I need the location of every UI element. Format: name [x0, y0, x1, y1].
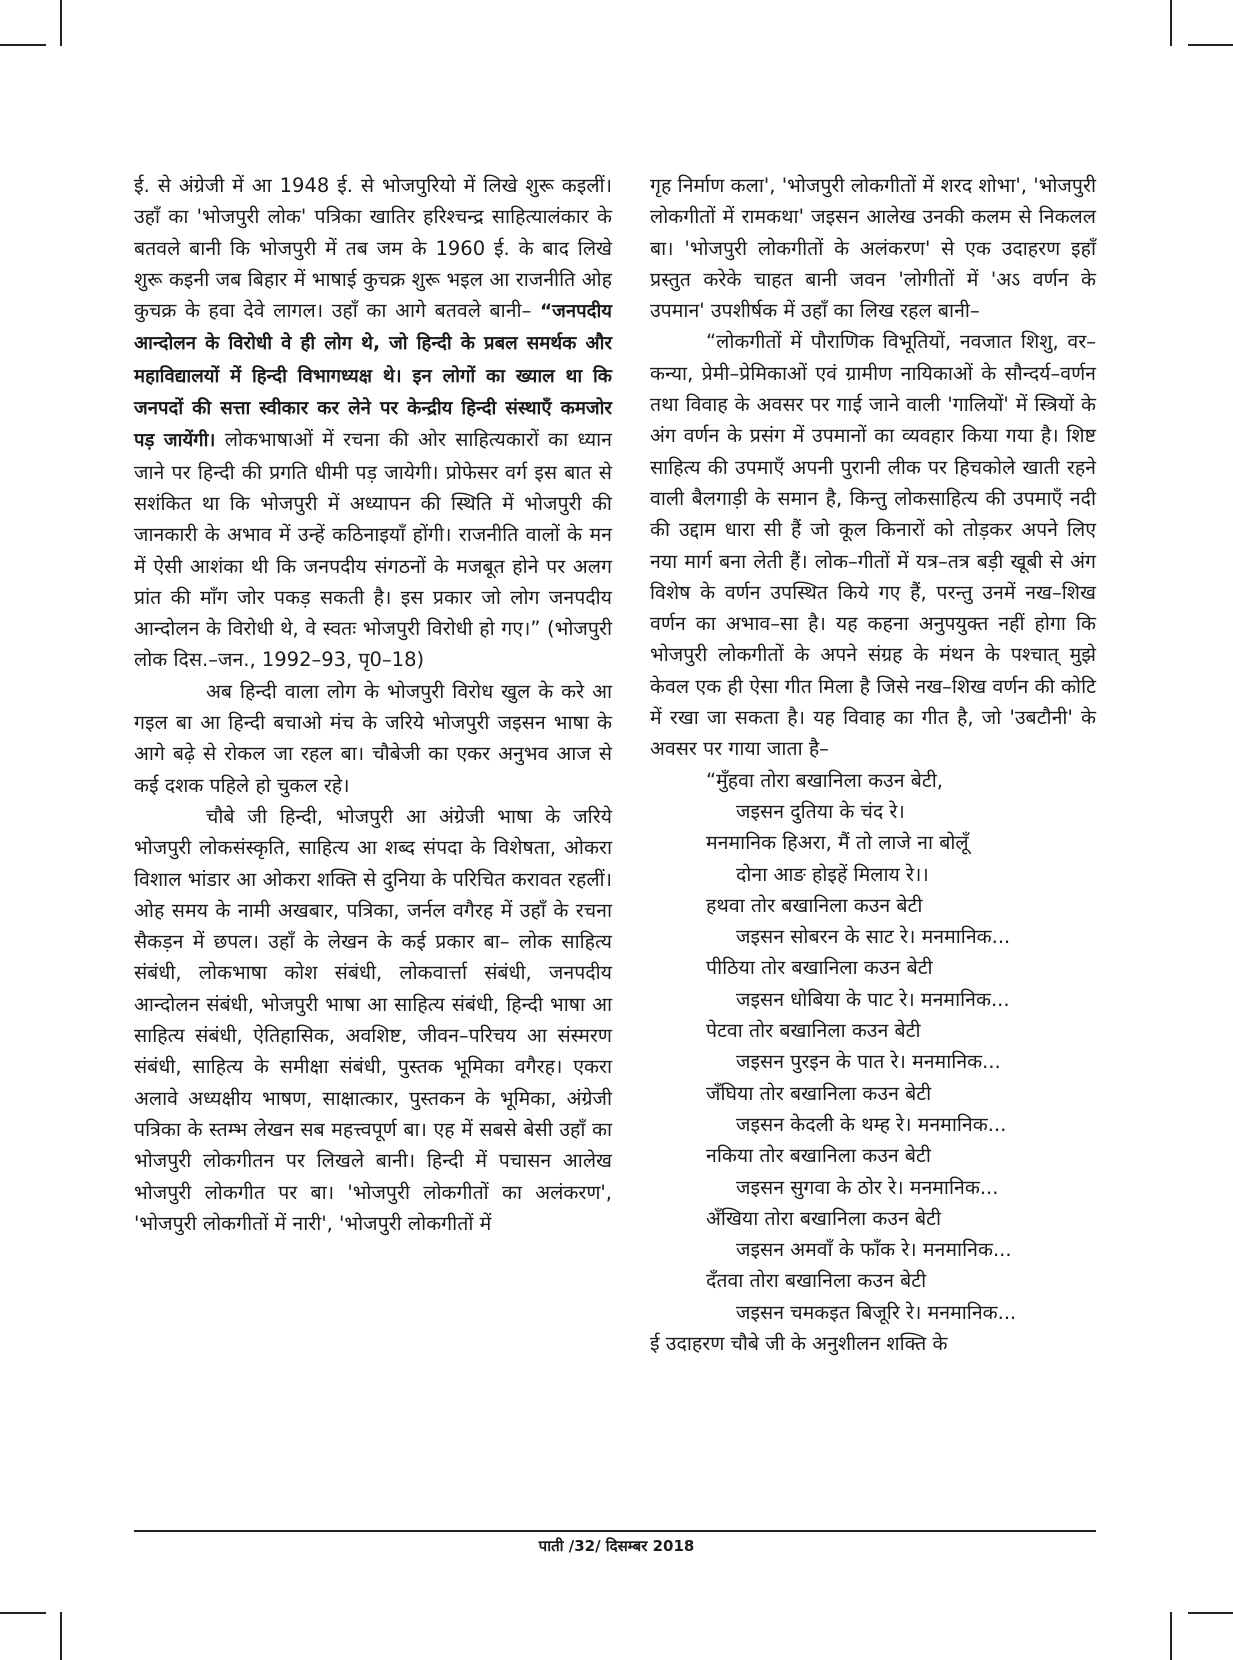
verse-line: मनमानिक हिअरा, मैं तो लाजे ना बोलूँ — [706, 831, 969, 855]
page-footer: पाती /32/ दिसम्बर 2018 — [538, 1537, 695, 1555]
verse-line: “मुँहवा तोरा बखानिला कउन बेटी, — [706, 768, 943, 792]
crop-mark — [60, 0, 62, 46]
verse-line: जइसन धोबिया के पाट रे। मनमानिक... — [736, 987, 1010, 1011]
verse-line: नकिया तोर बखानिला कउन बेटी — [706, 1144, 931, 1168]
left-paragraph-2: अब हिन्दी वाला लोग के भोजपुरी विरोध खुल के करे आ गइल बा आ हिन्दी बचाओ मंच के जरिये भोजपुरी जइसन भाषा के आगे बढ़े से रोकल जा रहल बा। चौबेजी का एकर अनुभव आज से कई दशक पहिले हो चुकल रहे। — [134, 679, 612, 797]
verse-line: जइसन केदली के थम्ह रे। मनमानिक... — [736, 1112, 1007, 1136]
verse-line: अँखिया तोरा बखानिला कउन बेटी — [706, 1206, 942, 1230]
crop-mark — [1170, 0, 1172, 46]
bold-quote: “जनपदीय आन्दोलन के विरोधी वे ही लोग थे, जो हिन्दी के प्रबल समर्थक और महाविद्यालयों में हिन्दी विभागध्यक्ष थे। इन लोगों का ख्याल था कि जनपदों की सत्ता स्वीकार कर लेने पर केन्द्रीय हिन्दी संस्थाएँ कमजोर पड़ जायेंगी। — [134, 301, 612, 452]
verse-line: पीठिया तोर बखानिला कउन बेटी — [706, 956, 933, 980]
left-paragraph-3: चौबे जी हिन्दी, भोजपुरी आ अंग्रेजी भाषा के जरिये भोजपुरी लोकसंस्कृति, साहित्य आ शब्द संपदा के विशेषता, ओकरा विशाल भांडार आ ओकरा शक्ति से दुनिया के परिचित करावत रहलीं। ओह समय के नामी अखबार, पत्रिका, जर्नल वगैरह में उहाँ के रचना सैकड़न में छपल। उहाँ के लेखन के कई प्रकार बा– लोक साहित्य संबंधी, लोकभाषा कोश संबंधी, लोकवार्त्ता संबंधी, जनपदीय आन्दोलन संबंधी, भोजपुरी भाषा आ साहित्य संबंधी, हिन्दी भाषा आ साहित्य संबंधी, ऐतिहासिक, अवशिष्ट, जीवन–परिचय आ संस्मरण संबंधी, साहित्य के समीक्षा संबंधी, पुस्तक भूमिका वगैरह। एकरा अलावे अध्यक्षीय भाषण, साक्षात्कार, पुस्तकन के भूमिका, अंग्रेजी पत्रिका के स्तम्भ लेखन सब महत्त्वपूर्ण बा। एह में सबसे बेसी उहाँ का भोजपुरी लोकगीतन पर लिखले बानी। हिन्दी में पचासन आलेख भोजपुरी लोकगीत पर बा। 'भोजपुरी लोकगीतों का अलंकरण', 'भोजपुरी लोकगीतों में नारी', 'भोजपुरी लोकगीतों में — [134, 804, 612, 1235]
crop-mark — [0, 44, 46, 46]
crop-mark — [1170, 1612, 1172, 1660]
left-paragraph-1-text: ई. से अंग्रेजी में आ 1948 ई. से भोजपुरियो में लिखे शुरू कइलीं। उहाँ का 'भोजपुरी लोक' पत्रिका खातिर हरिश्चन्द्र साहित्यालंकार के बतवले बानी कि भोजपुरी में तब जम के 1960 ई. के बाद लिखे शुरू कइनी जब बिहार में भाषाई कुचक्र शुरू भइल आ राजनीति ओह कुचक्र के हवा देवे लागल। उहाँ का आगे बतवले बानी– — [134, 174, 612, 323]
crop-mark — [1188, 44, 1233, 46]
crop-mark — [60, 1612, 62, 1660]
verse-line: जँघिया तोर बखानिला कउन बेटी — [706, 1081, 932, 1105]
verse-line: जइसन पुरइन के पात रे। मनमानिक... — [736, 1050, 1001, 1074]
verse-line: जइसन सोबरन के साट रे। मनमानिक... — [736, 925, 1011, 949]
right-column — [650, 170, 1096, 1359]
verse-line: जइसन सुगवा के ठोर रे। मनमानिक... — [736, 1175, 999, 1199]
left-column — [134, 170, 612, 1239]
left-paragraph-1 — [134, 170, 612, 676]
quote-continuation: लोकभाषाओं में रचना की ओर साहित्यकारों का ध्यान जाने पर हिन्दी की प्रगति धीमी पड़ जायेगी। प्रोफेसर वर्ग इस बात से सशंकित था कि भोजपुरी में अध्यापन की स्थिति में भोजपुरी की जानकारी के अभाव में उन्हें कठिनाइयाँ होंगी। राजनीति वालों के मन में ऐसी आशंका थी कि जनपदीय संगठनों के मजबूत होने पर अलग प्रांत की माँग जोर पकड़ सकती है। इस प्रकार जो लोग जनपदीय आन्दोलन के विरोधी थे, वे स्वतः भोजपुरी विरोधी हो गए।” (भोजपुरी लोक दिस.–जन., 1992–93, पृ0–18) — [134, 428, 612, 672]
verse-line: दोना आङ होइहें मिलाय रे।। — [736, 862, 929, 886]
verse-line: जइसन दुतिया के चंद रे। — [736, 799, 905, 823]
right-paragraph-last: ई उदाहरण चौबे जी के अनुशीलन शक्ति के — [650, 1331, 948, 1355]
right-quote-paragraph: “लोकगीतों में पौराणिक विभूतियों, नवजात शिशु, वर–कन्या, प्रेमी–प्रेमिकाओं एवं ग्रामीण नायिकाओं के सौन्दर्य–वर्णन तथा विवाह के अवसर पर गाई जाने वाली 'गालियों' में स्त्रियों के अंग वर्णन के प्रसंग में उपमानों का व्यवहार किया गया है। शिष्ट साहित्य की उपमाएँ अपनी पुरानी लीक पर हिचकोले खाती रहने वाली बैलगाड़ी के समान है, किन्तु लोकसाहित्य की उपमाएँ नदी की उद्दाम धारा सी हैं जो कूल किनारों को तोड़कर अपने लिए नया मार्ग बना लेती हैं। लोक–गीतों में यत्र–तत्र बड़ी खूबी से अंग विशेष के वर्णन उपस्थित किये गए हैं, परन्तु उनमें नख–शिख वर्णन का अभाव–सा है। यह कहना अनुपयुक्त नहीं होगा कि भोजपुरी लोकगीतों के अपने संग्रह के मंथन के पश्चात् मुझे केवल एक ही ऐसा गीत मिला है जिसे नख–शिख वर्णन की कोटि में रखा जा सकता है। यह विवाह का गीत है, जो 'उबटौनी' के अवसर पर गाया जाता है– — [650, 330, 1096, 761]
verse-line: दँतवा तोरा बखानिला कउन बेटी — [706, 1269, 927, 1293]
crop-mark — [0, 1612, 46, 1614]
right-paragraph-1: गृह निर्माण कला', 'भोजपुरी लोकगीतों में शरद शोभा', 'भोजपुरी लोकगीतों में रामकथा' जइसन आलेख उनकी कलम से निकलल बा। 'भोजपुरी लोकगीतों के अलंकरण' से एक उदाहरण इहाँ प्रस्तुत करेके चाहत बानी जवन 'लोगीतों में 'अऽ वर्णन के उपमान' उपशीर्षक में उहाँ का लिख रहल बानी– — [650, 174, 1096, 323]
verse-line: पेटवा तोर बखानिला कउन बेटी — [706, 1019, 921, 1043]
verse-line: जइसन चमकइत बिजूरि रे। मनमानिक... — [736, 1300, 1017, 1324]
crop-mark — [1188, 1612, 1233, 1614]
song-verse — [650, 765, 1096, 1328]
verse-line: हथवा तोर बखानिला कउन बेटी — [706, 893, 923, 917]
footer-rule — [134, 1530, 1096, 1532]
verse-line: जइसन अमवाँ के फाँक रे। मनमानिक... — [736, 1238, 1012, 1262]
